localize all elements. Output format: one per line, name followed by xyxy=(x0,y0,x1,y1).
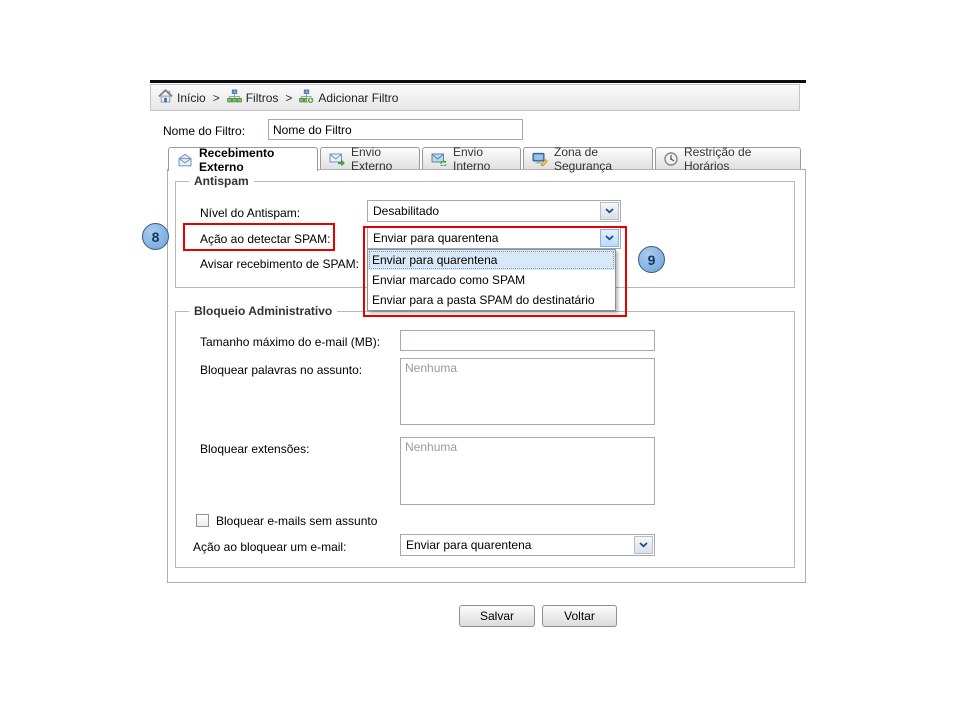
max-size-input[interactable] xyxy=(400,330,655,351)
spam-action-select[interactable] xyxy=(367,227,621,249)
tab-label[interactable]: Recebimento Externo xyxy=(199,145,275,174)
monitor-edit-icon xyxy=(532,152,548,166)
spam-notify-label: Avisar recebimento de SPAM: xyxy=(200,257,359,271)
max-size-label: Tamanho máximo do e-mail (MB): xyxy=(200,335,381,349)
back-button[interactable]: Voltar xyxy=(542,605,617,627)
filter-name-input[interactable] xyxy=(268,119,523,140)
block-no-subject-checkbox[interactable] xyxy=(196,514,209,527)
tab-label[interactable]: Envio Interno xyxy=(453,144,491,173)
breadcrumb-label[interactable]: Filtros xyxy=(245,90,279,105)
envelope-sync-icon xyxy=(431,152,447,166)
breadcrumb xyxy=(150,84,800,111)
breadcrumb-item-inicio[interactable] xyxy=(158,89,206,106)
callout-8 xyxy=(142,223,169,250)
chevron-down-icon[interactable] xyxy=(600,202,619,220)
breadcrumb-item-filtros[interactable] xyxy=(227,89,279,107)
dropdown-option-marcado-spam[interactable]: Enviar marcado como SPAM xyxy=(372,273,526,287)
block-extensions-label: Bloquear extensões: xyxy=(200,442,310,456)
breadcrumb-label: Adicionar Filtro xyxy=(318,90,399,105)
breadcrumb-item-adicionar-filtro xyxy=(299,89,398,107)
tab-label[interactable]: Zona de Segurança xyxy=(554,144,613,173)
spam-action-label: Ação ao detectar SPAM: xyxy=(200,232,331,246)
home-icon xyxy=(158,89,173,106)
breadcrumb-separator: > xyxy=(212,90,220,105)
admin-block-legend: Bloqueio Administrativo xyxy=(189,304,337,318)
sitemap-add-icon xyxy=(299,89,314,107)
chevron-down-icon[interactable] xyxy=(634,536,653,554)
clock-icon xyxy=(664,152,678,166)
envelope-send-icon xyxy=(329,152,345,166)
block-words-textarea[interactable] xyxy=(400,358,655,425)
block-no-subject-label: Bloquear e-mails sem assunto xyxy=(216,514,378,528)
block-action-select[interactable] xyxy=(400,534,655,556)
chevron-down-icon[interactable] xyxy=(600,229,619,247)
callout-number: 8 xyxy=(151,228,160,245)
breadcrumb-label[interactable]: Início xyxy=(177,90,206,105)
tab-recebimento-externo[interactable] xyxy=(168,145,318,174)
antispam-level-label: Nível do Antispam: xyxy=(200,206,301,220)
tab-label[interactable]: Restrição de Horários xyxy=(684,144,752,173)
spam-action-dropdown-list xyxy=(367,249,616,311)
breadcrumb-separator: > xyxy=(285,90,293,105)
filter-name-label: Nome do Filtro: xyxy=(163,124,246,138)
envelope-open-icon xyxy=(177,153,193,167)
callout-number: 9 xyxy=(647,251,656,268)
top-rule xyxy=(150,80,806,83)
sitemap-icon xyxy=(227,89,242,107)
tab-envio-interno[interactable] xyxy=(422,144,521,173)
antispam-level-value: Desabilitado xyxy=(373,204,440,218)
spam-action-value: Enviar para quarentena xyxy=(373,231,499,245)
tab-label[interactable]: Envio Externo xyxy=(351,144,393,173)
antispam-legend: Antispam xyxy=(189,174,254,188)
save-button[interactable]: Salvar xyxy=(459,605,535,627)
dropdown-option-pasta-spam[interactable]: Enviar para a pasta SPAM do destinatário xyxy=(372,293,595,307)
tab-envio-externo[interactable] xyxy=(320,144,420,173)
tab-zona-de-seguranca[interactable] xyxy=(523,144,653,173)
dropdown-option-quarentena[interactable]: Enviar para quarentena xyxy=(368,250,615,270)
callout-9 xyxy=(638,246,665,273)
block-action-label: Ação ao bloquear um e-mail: xyxy=(193,540,347,554)
block-words-label: Bloquear palavras no assunto: xyxy=(200,363,363,377)
tab-restricao-de-horarios[interactable] xyxy=(655,144,801,173)
block-extensions-textarea[interactable] xyxy=(400,437,655,505)
antispam-level-select[interactable] xyxy=(367,200,621,222)
block-action-value: Enviar para quarentena xyxy=(406,538,532,552)
